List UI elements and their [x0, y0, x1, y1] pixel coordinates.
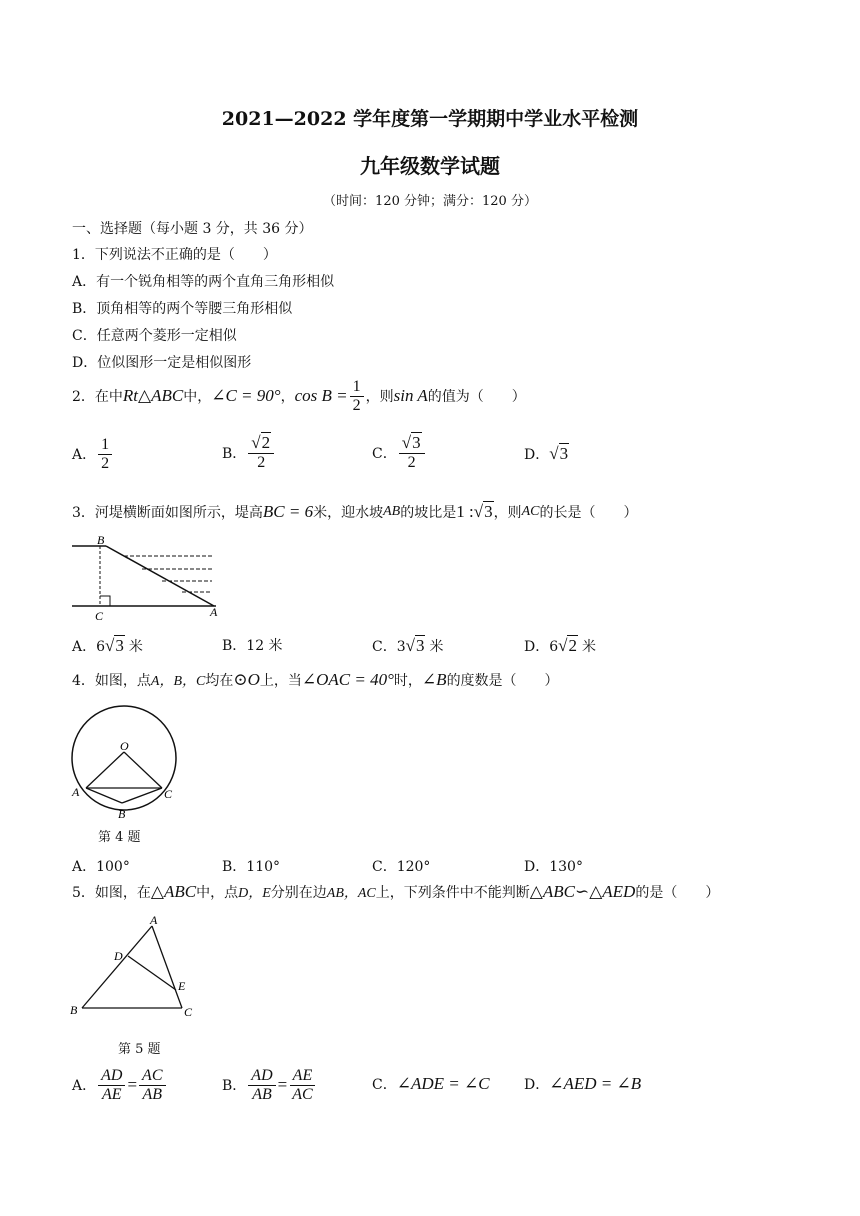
q3-option-b: B．12 米 — [222, 638, 283, 654]
q4-label-b: B — [118, 807, 126, 821]
q3-option-a: A．6 √3 米 — [72, 636, 143, 655]
q5-label-c: C — [184, 1005, 193, 1019]
q2-fraction: $\frac{1}{2}$ — [350, 378, 364, 415]
q5-option-d: D． ∠AED = ∠B — [524, 1074, 642, 1093]
q2-lead: 2．在中 — [72, 389, 123, 405]
q2-stem — [72, 376, 526, 416]
q2-option-c: C． $\frac{√3}{2}$ — [372, 430, 427, 476]
q2-option-b: B． $\frac{√2}{2}$ — [222, 430, 276, 476]
q5-label-b: B — [70, 1003, 78, 1017]
q5-option-a: A． $\frac{AD}{AE}$ = $\frac{AC}{AB}$ — [72, 1062, 168, 1108]
q5-stem: 5．如图，在 △ABC 中，点 D，E 分别在边 AB，AC 上，下列条件中不能判断 △ABC∽△AED 的是（ ） — [72, 882, 720, 901]
q5-option-b: B． $\frac{AD}{AB}$ = $\frac{AE}{AC}$ — [222, 1062, 318, 1108]
q3-label-c: C — [95, 609, 104, 623]
q3-option-d: D．6 √2 米 — [524, 636, 596, 655]
q2-sina: sin A — [393, 386, 428, 405]
q2-angle-c: ∠C = 90° — [211, 386, 281, 405]
q2-cosb: cos B = — [294, 386, 348, 405]
q3-label-a: A — [210, 605, 218, 619]
q4-caption: 第 4 题 — [98, 830, 141, 845]
exam-title: 2021—2022 学年度第一学期期中学业水平检测 — [221, 108, 639, 130]
q2-triangle: Rt△ABC — [122, 386, 184, 405]
q5-option-c: C． ∠ADE = ∠C — [372, 1074, 490, 1093]
section-heading: 一、选择题（每小题 3 分，共 36 分） — [72, 221, 313, 237]
q3-option-c: C．3 √3 米 — [372, 636, 444, 655]
q2-comma: ， — [280, 389, 295, 405]
q4-stem: 4．如图，点 A，B，C 均在 ⊙O 上，当 ∠OAC = 40° 时， ∠B 的度数是（ ） — [72, 670, 559, 689]
q5-label-d: D — [114, 949, 123, 963]
q4-label-c: C — [164, 787, 173, 801]
q1-option-b: B．顶角相等的两个等腰三角形相似 — [72, 301, 293, 317]
q4-figure — [66, 700, 186, 826]
q4-option-c: C．120° — [372, 859, 431, 875]
q4-option-a: A．100° — [72, 859, 130, 875]
q3-stem: 3．河堤横断面如图所示，堤高 BC = 6 米，迎水坡 AB 的坡比是 1 : √3 ，则 AC 的长是（ ） — [72, 502, 638, 521]
q2-option-d: D． √3 — [524, 444, 569, 463]
q3-label-b: B — [97, 533, 105, 547]
q4-label-o: O — [120, 739, 129, 753]
q2-text: 中， — [183, 389, 212, 405]
q2-tail: 的值为（ ） — [427, 389, 526, 405]
q1-option-d: D．位似图形一定是相似图形 — [72, 355, 252, 371]
exam-info: （时间：120 分钟；满分：120 分） — [323, 194, 537, 209]
q4-option-d: D．130° — [524, 859, 583, 875]
q2-text-2: ，则 — [365, 389, 394, 405]
q5-figure — [66, 912, 206, 1024]
q1-stem: 1．下列说法不正确的是（ ） — [72, 247, 277, 263]
q3-figure — [66, 532, 226, 624]
q5-label-e: E — [178, 979, 186, 993]
q1-option-c: C．任意两个菱形一定相似 — [72, 328, 237, 344]
q1-option-a: A．有一个锐角相等的两个直角三角形相似 — [72, 274, 335, 290]
q2-option-a: A． $\frac{1}{2}$ — [72, 432, 114, 476]
exam-subtitle: 九年级数学试题 — [360, 154, 500, 178]
q5-caption: 第 5 题 — [118, 1042, 161, 1057]
q5-label-a: A — [150, 913, 158, 927]
q4-option-b: B．110° — [222, 859, 281, 875]
q4-label-a: A — [72, 785, 80, 799]
